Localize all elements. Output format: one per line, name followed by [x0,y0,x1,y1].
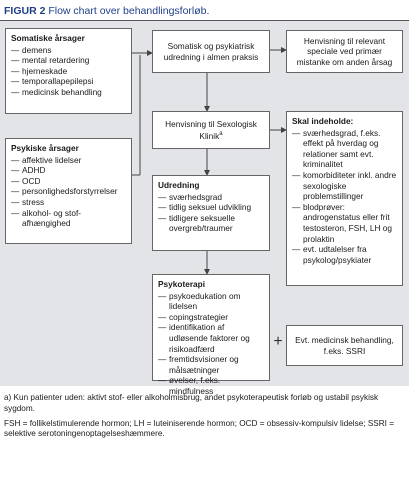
psychotherapy-list [158,291,264,397]
list-item: — personlighedsforstyrrelser [11,186,126,197]
assessment-box [152,175,270,251]
specialist-referral-text: Henvisning til relevant speciale ved primær mistanke om anden årsag [296,35,393,67]
psychotherapy-heading: Psykoterapi [158,279,206,289]
sexology-referral-label: Henvisning til Sexologisk Klinik [165,118,257,141]
list-item: — komorbiditeter inkl. andre sexologiske problemstillinger [292,170,397,202]
list-item: — evt. udtalelser fra psykolog/psykiater [292,244,397,265]
plus-sign: + [273,333,283,350]
sexology-referral-box [152,111,270,149]
footnote-marker: a [219,131,223,138]
list-item: — stress [11,197,126,208]
list-item: — affektive lidelser [11,155,126,166]
somatic-causes-box [5,28,132,114]
list-item: — ADHD [11,165,126,176]
sexology-referral-text [159,119,263,142]
must-include-list [292,128,397,266]
somatic-causes-heading: Somatiske årsager [11,33,85,43]
figure-label: FIGUR 2 [4,5,46,17]
must-include-box [286,111,403,286]
list-item: — sværhedsgrad [158,192,264,203]
list-item: — alkohol- og stof-afhængighed [11,208,126,229]
list-item: — medicinsk behandling [11,87,126,98]
psychic-causes-heading: Psykiske årsager [11,143,79,153]
figure-caption: Flow chart over behandlingsforløb. [48,5,210,17]
list-item: — OCD [11,176,126,187]
footnote-a: a) Kun patienter uden: aktivt stof- eller alkoholmisbrug, andet psykoterapeutisk forløb og ustabil psykisk sygdom. [4,393,379,413]
list-item: — demens [11,45,126,56]
psychic-causes-list [11,155,126,229]
list-item: — identifikation af udløsende faktorer og risikoadfærd [158,322,264,354]
list-item: — temporallapepilepsi [11,76,126,87]
footnotes [4,393,406,440]
list-item: — fremtidsvisioner og målsætninger [158,354,264,375]
list-item: — tidlig seksuel udvikling [158,202,264,213]
list-item: — copingstrategier [158,312,264,323]
list-item: — tidligere seksuelle overgreb/traumer [158,213,264,234]
somatic-causes-list [11,45,126,98]
assessment-heading: Udredning [158,180,200,190]
medical-treatment-box [286,325,403,366]
footnote-abbreviations: FSH = follikelstimulerende hormon; LH = luteiniserende hormon; OCD = obsessiv-kompulsiv lidelse; SSRI = selektive serotoningenoptagelseshæmmere. [4,418,394,439]
general-practice-text: Somatisk og psykiatrisk udredning i almen praksis [163,40,259,62]
list-item: — blodprøver: androgenstatus eller frit testosteron, FSH, LH og prolaktin [292,202,397,244]
medical-treatment-text: Evt. medicinsk behandling, f.eks. SSRI [295,334,394,356]
list-item: — psykoedukation om lidelsen [158,291,264,312]
psychic-causes-box [5,138,132,244]
assessment-list [158,192,264,234]
list-item: — hjerneskade [11,66,126,77]
general-practice-box [152,30,270,73]
psychotherapy-box [152,274,270,396]
must-include-heading: Skal indeholde: [292,116,354,126]
specialist-referral-box [286,30,403,73]
list-item: — mental retardering [11,55,126,66]
list-item: — sværhedsgrad, f.eks. effekt på hverdag og relationer samt evt. kriminalitet [292,128,397,170]
list-item: — øvelser, f.eks. mindfulness [158,375,264,396]
